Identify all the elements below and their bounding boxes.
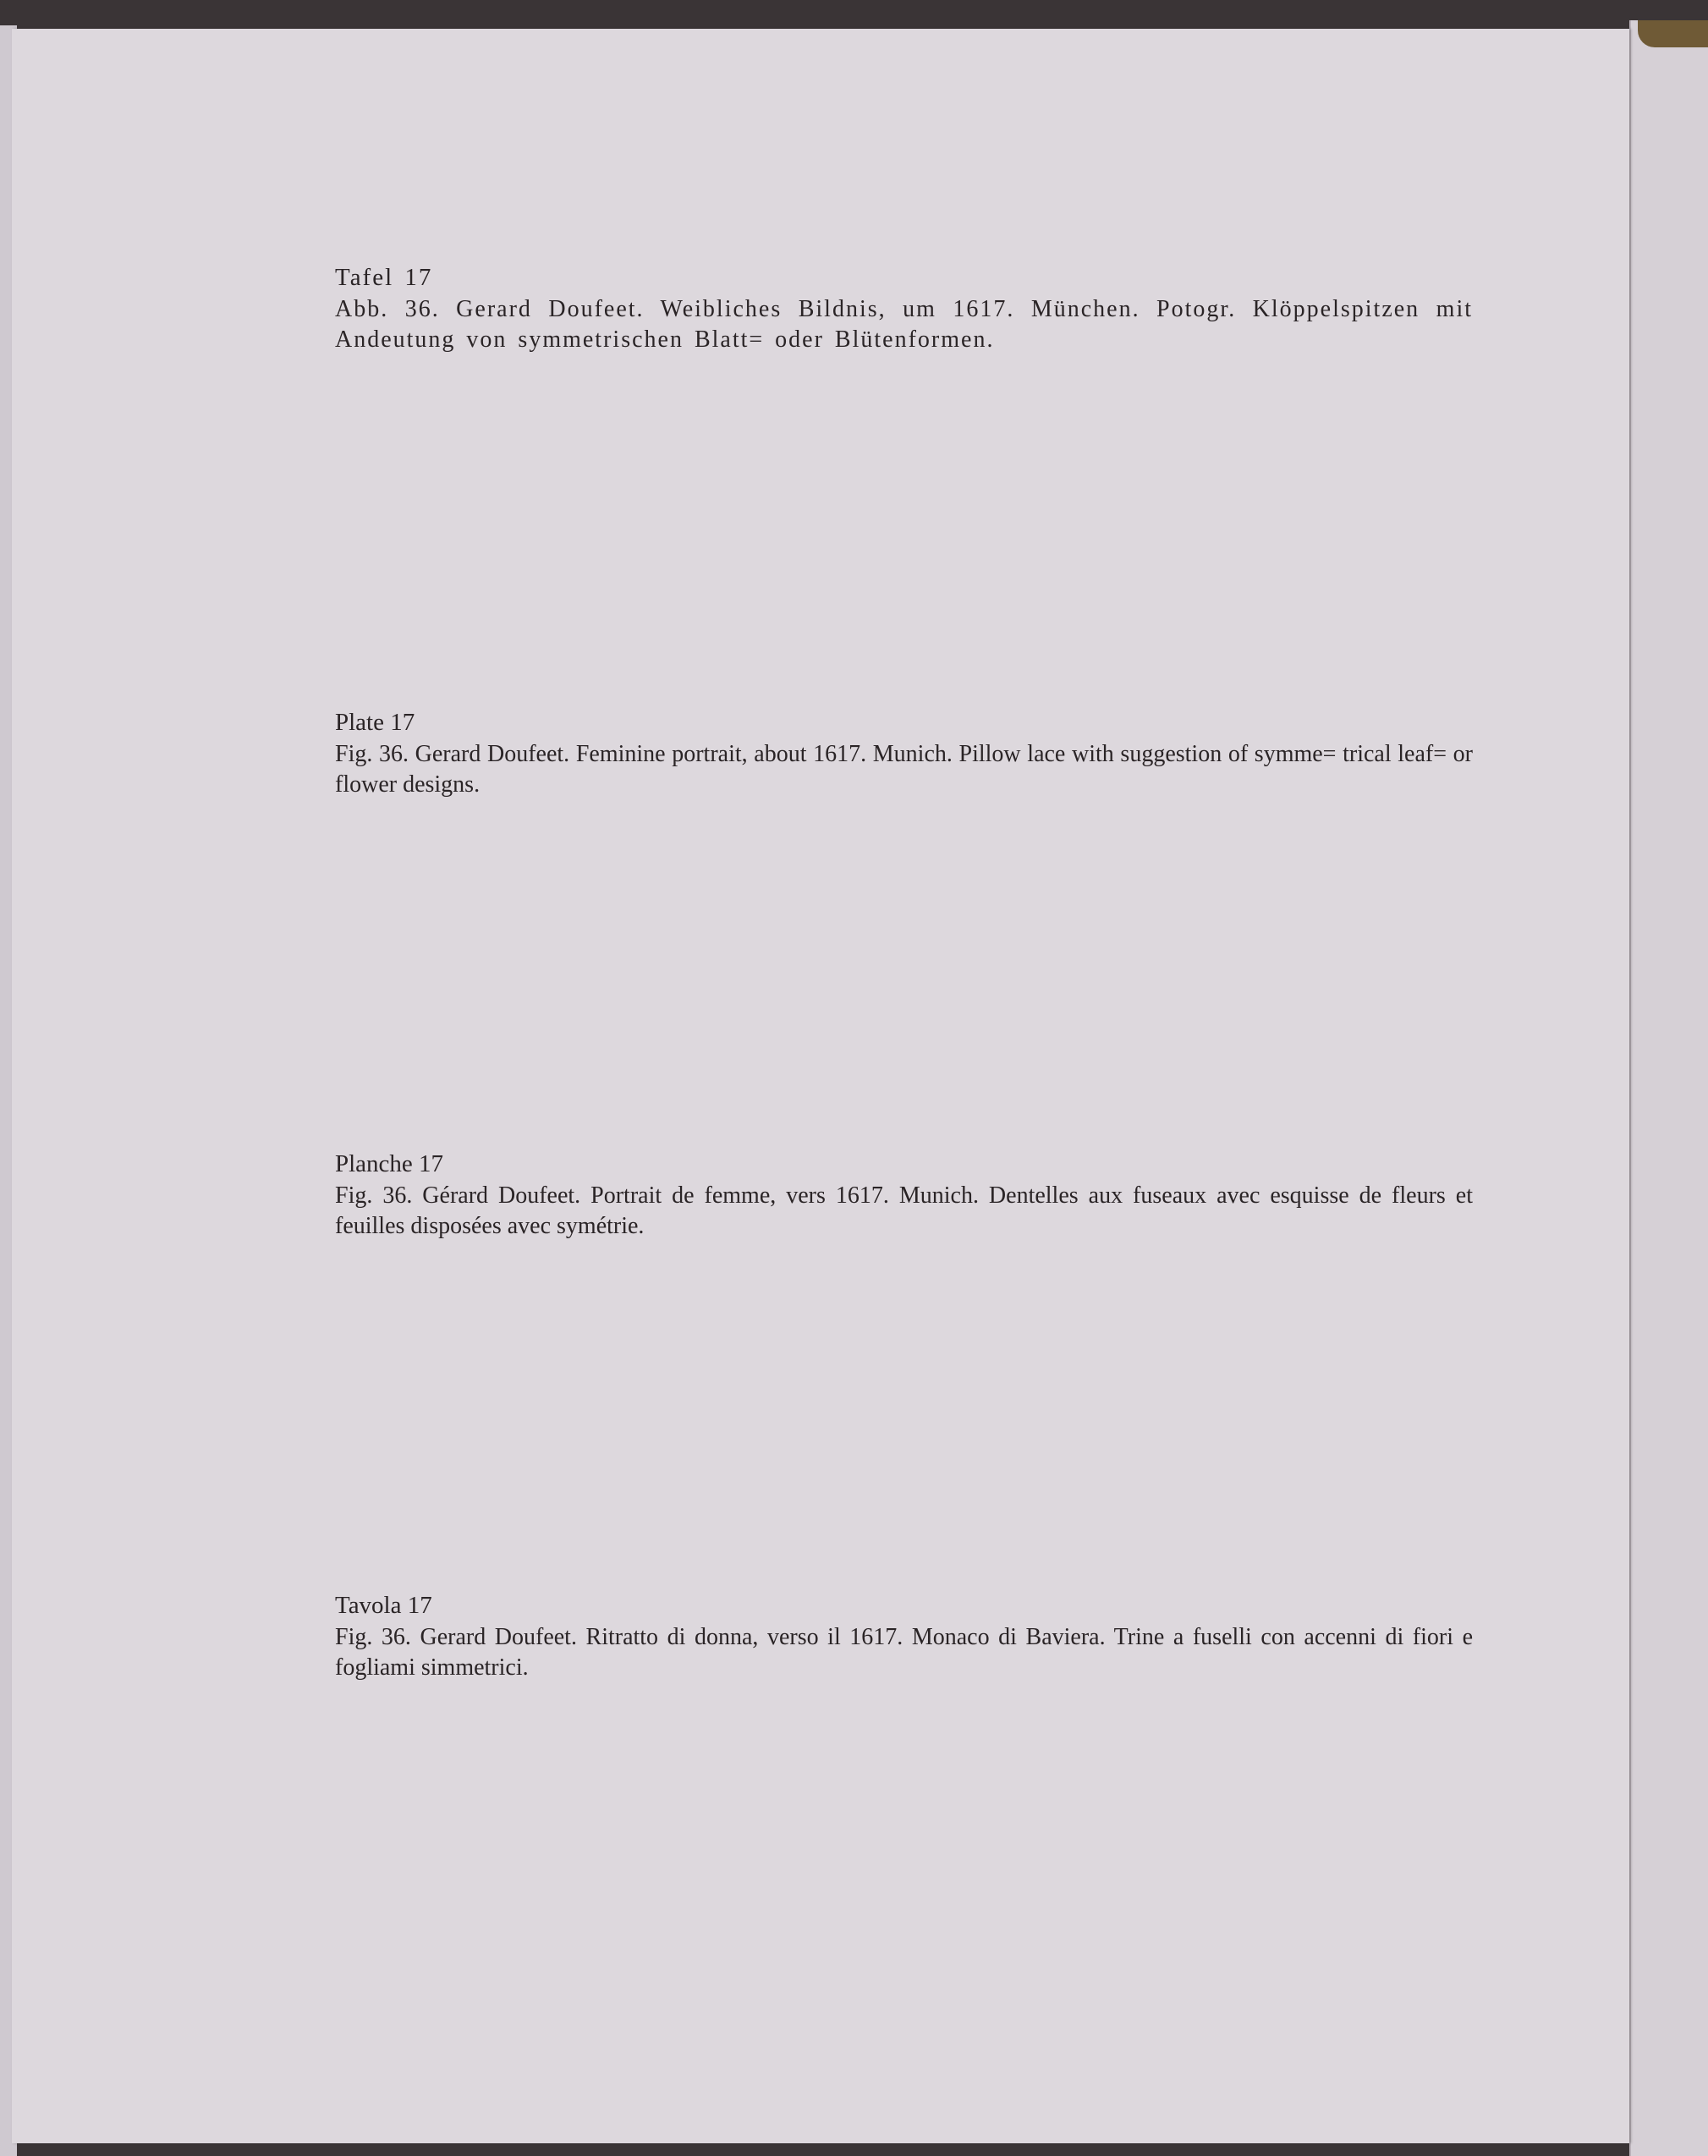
plate-heading-italian: Tavola 17 <box>335 1592 432 1619</box>
caption-block-german <box>335 262 1473 355</box>
binding-corner <box>1638 20 1708 47</box>
plate-caption-english: Fig. 36. Gerard Doufeet. Feminine portrait, about 1617. Munich. Pillow lace with suggestion of symme= trical leaf= or flower designs. <box>335 741 1473 798</box>
caption-block-english <box>335 707 1473 800</box>
caption-block-french <box>335 1149 1473 1242</box>
caption-block-italian <box>335 1590 1473 1683</box>
plate-caption-german: Abb. 36. Gerard Doufeet. Weibliches Bildnis, um 1617. München. Potogr. Klöppelspitzen mit Andeutung von symmetrischen Blatt= oder Blütenformen. <box>335 296 1473 353</box>
plate-heading-french: Planche 17 <box>335 1150 444 1177</box>
plate-caption-italian: Fig. 36. Gerard Doufeet. Ritratto di donna, verso il 1617. Monaco di Baviera. Trine a fuselli con accenni di fiori e fogliami simmetrici. <box>335 1624 1473 1681</box>
plate-heading-german: Tafel 17 <box>335 264 433 291</box>
plate-caption-french: Fig. 36. Gérard Doufeet. Portrait de femme, vers 1617. Munich. Dentelles aux fuseaux avec esquisse de fleurs et feuilles disposées avec symétrie. <box>335 1182 1473 1239</box>
adjacent-page-edge <box>1629 20 1708 2156</box>
plate-heading-english: Plate 17 <box>335 709 415 736</box>
